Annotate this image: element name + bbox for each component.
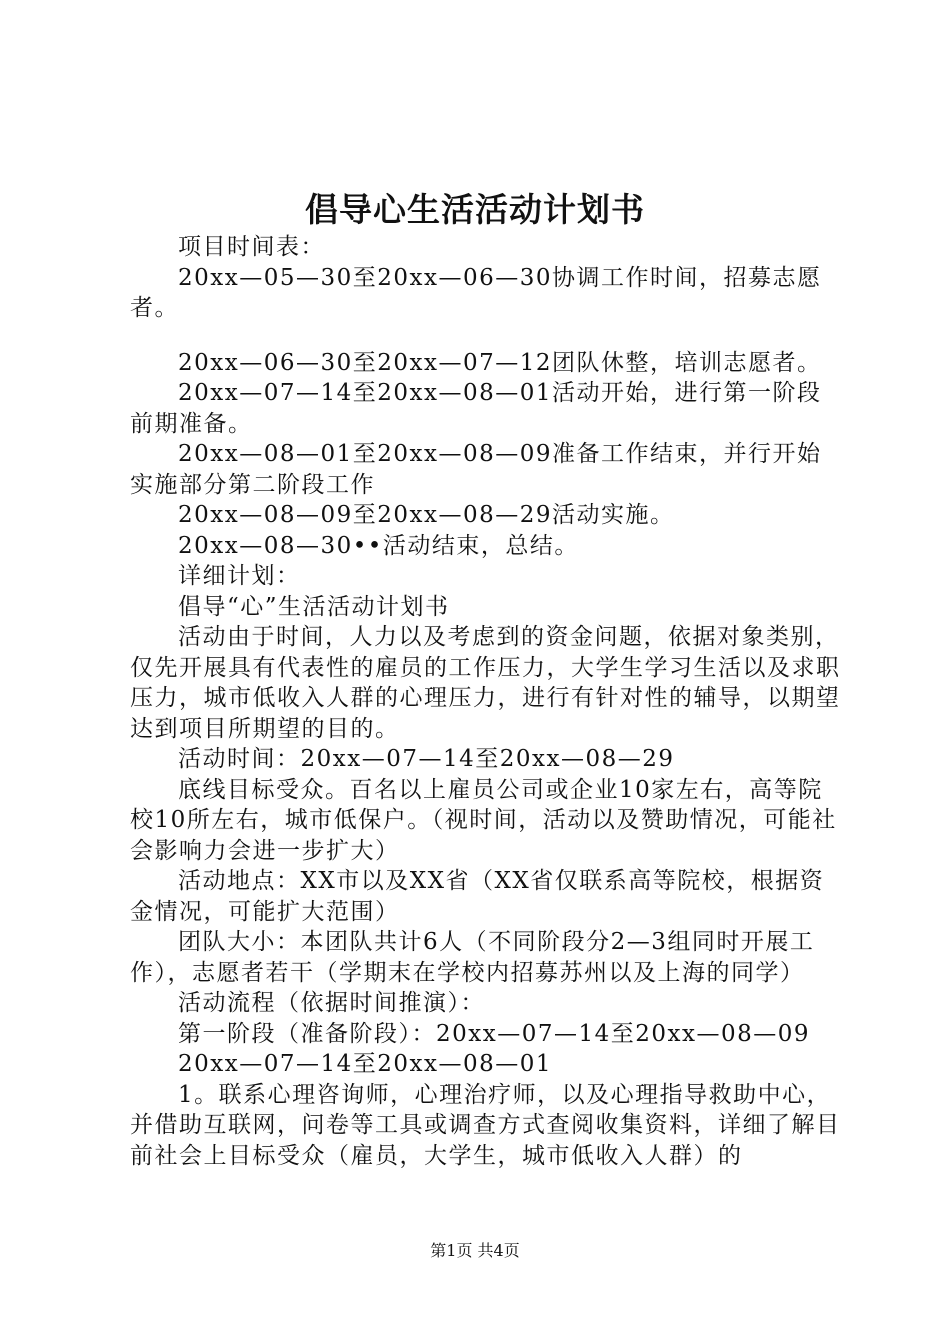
paragraph-timeline-heading: 项目时间表： <box>178 234 325 260</box>
paragraph-step-one: 1。联系心理咨询师，心理治疗师，以及心理指导救助中心，并借助互联网，问卷等工具或调查方式查阅收集资料，详细了解目前社会上目标受众（雇员，大学生，城市低收入人群）的 <box>130 1081 841 1169</box>
paragraph-intro: 活动由于时间，人力以及考虑到的资金问题，依据对象类别，仅先开展具有代表性的雇员的工作压力，大学生学习生活以及求职压力，城市低收入人群的心理压力，进行有针对性的辅导，以期望达到项目所期望的目的。 <box>130 624 841 742</box>
paragraph-phase-one: 第一阶段（准备阶段）：20xx—07—14至20xx—08—09 <box>178 1020 810 1047</box>
paragraph-process-heading: 活动流程（依据时间推演）： <box>178 990 485 1016</box>
paragraph-activity-time: 活动时间：20xx—07—14至20xx—08—29 <box>178 746 675 772</box>
paragraph-team-size: 团队大小：本团队共计6人（不同阶段分2—3组同时开展工作），志愿者若干（学期末在学校内招募苏州以及上海的同学） <box>130 929 815 986</box>
paragraph-timeline-6: 20xx—08—30••活动结束，总结。 <box>178 532 579 559</box>
document-title: 倡导心生活活动计划书 <box>305 190 645 229</box>
paragraph-timeline-4: 20xx—08—01至20xx—08—09准备工作结束，并行开始实施部分第二阶段工作 <box>130 441 822 498</box>
page-footer: 第1页 共4页 <box>430 1241 520 1260</box>
paragraph-timeline-3: 20xx—07—14至20xx—08—01活动开始，进行第一阶段前期准备。 <box>130 380 822 437</box>
paragraph-timeline-2: 20xx—06—30至20xx—07—12团队休整，培训志愿者。 <box>178 349 822 376</box>
paragraph-timeline-1: 20xx—05—30至20xx—06—30协调工作时间，招募志愿者。 <box>130 264 822 321</box>
document-body <box>130 232 842 1171</box>
paragraph-plan-name: 倡导“心”生活活动计划书 <box>178 593 450 620</box>
paragraph-gap <box>130 324 842 348</box>
paragraph-target-audience: 底线目标受众。百名以上雇员公司或企业10家左右，高等院校10所左右，城市低保户。（视时间，活动以及赞助情况，可能社会影响力会进一步扩大） <box>130 776 837 864</box>
paragraph-phase-one-range: 20xx—07—14至20xx—08—01 <box>178 1051 552 1077</box>
paragraph-detail-heading: 详细计划： <box>178 563 301 589</box>
paragraph-timeline-5: 20xx—08—09至20xx—08—29活动实施。 <box>178 502 675 528</box>
paragraph-location: 活动地点：XX市以及XX省（XX省仅联系高等院校，根据资金情况，可能扩大范围） <box>130 868 825 925</box>
